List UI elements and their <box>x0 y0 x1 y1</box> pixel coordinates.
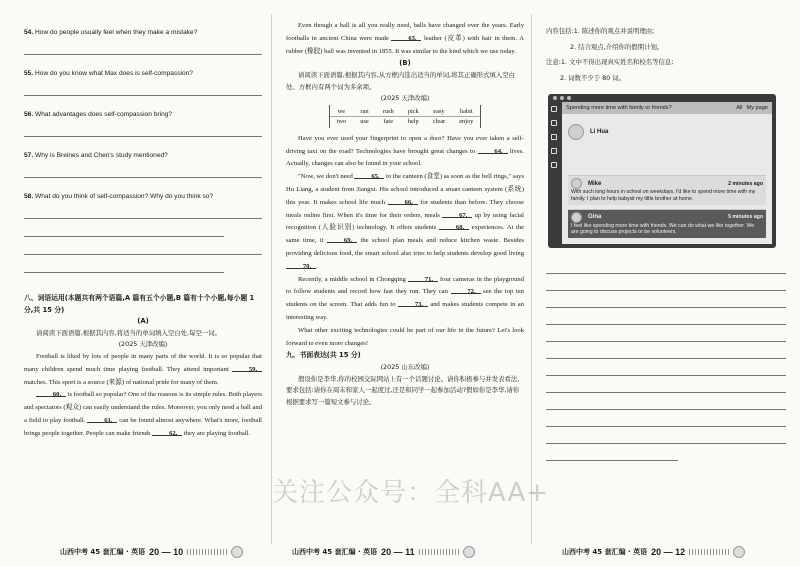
word-bank-cell: easy <box>426 107 452 117</box>
section-nine-title: 九、书面表达(共 15 分) <box>286 351 361 360</box>
barcode-icon <box>689 549 729 555</box>
chat-icon <box>551 148 557 154</box>
requirement-2: 2. 结合观点,介绍你的假期计划。 <box>570 42 664 51</box>
left-column <box>0 0 272 566</box>
section-eight-title: 八、词语运用(本题共有两个语篇,A 篇有五个小题,B 篇有十个小题,每小题 1 分,共 15 分) <box>24 294 255 314</box>
writing-line[interactable] <box>546 347 786 359</box>
sub-b-label: (B) <box>399 59 411 68</box>
blank-62[interactable]: 62. <box>152 428 182 436</box>
blank-61[interactable]: 61. <box>87 415 117 423</box>
word-bank-cell: we <box>330 107 354 117</box>
barcode-icon <box>419 549 459 555</box>
blank-69[interactable]: 69. <box>327 235 357 243</box>
question-number: 58. <box>24 193 34 200</box>
passage-b-p1: Have you ever used your fingerprint to open a door? Have you ever taken a self-driving taxi on the road? Technologies have brought great changes to 64. lives. Actually, changes can also be found in your school. <box>286 134 524 168</box>
link-icon <box>551 162 557 168</box>
writing-line[interactable] <box>546 432 786 444</box>
close-icon <box>553 96 557 100</box>
word-bank-cell: use <box>360 117 369 125</box>
question-text: 58. What do you think of self-compassion? Why do you think so? <box>24 193 214 200</box>
answer-line[interactable] <box>24 166 262 178</box>
tab-my-page: My page <box>746 105 768 112</box>
logo-icon <box>733 546 745 558</box>
poster-name: Li Hua <box>590 129 609 136</box>
right-column <box>532 0 800 566</box>
blank-60[interactable]: 60. <box>36 389 66 397</box>
writing-line[interactable] <box>546 313 786 325</box>
footer-right: 山西中考 45 套汇编 · 英语 20 — 12 <box>562 546 745 558</box>
blank-59[interactable]: 59. <box>232 364 262 372</box>
avatar <box>568 124 584 140</box>
question-number: 57. <box>24 152 34 159</box>
word-bank-cell: ran <box>353 107 376 117</box>
blank-63[interactable]: 63. <box>391 33 421 41</box>
tab-all: All <box>736 105 743 112</box>
writing-line[interactable] <box>546 330 786 342</box>
requirement-3: 注意:1. 文中不得出现真实姓名和校名等信息; <box>546 58 674 67</box>
blank-65[interactable]: 65. <box>354 171 384 179</box>
maximize-icon <box>567 96 571 100</box>
mail-icon <box>551 134 557 140</box>
writing-prompt: 假设你是李华,你的校园交际网站上有一个话题讨论。请你积极参与并发表看法,要求包括:请你在周末和家人一起度过,还是和同学一起参加活动?假如你是李华,请你根据要求写一篇短文参与讨论。 <box>286 374 520 406</box>
instruction-a: 请阅读下面语篇,根据其内容,将适当的单词填入空白处,每空一词。 <box>36 328 222 337</box>
forum-main <box>562 102 772 244</box>
blank-73[interactable]: 73. <box>398 299 428 307</box>
passage-b-p4: What other exciting technologies could be part of our life in the future? Let's look forward to even more changes! <box>286 326 524 347</box>
question-text: 57. Why is Breines and Chen's study mentioned? <box>24 152 168 159</box>
forum-screenshot <box>548 94 776 248</box>
window-controls <box>548 94 776 102</box>
sub-a-label: (A) <box>137 317 149 326</box>
answer-line[interactable] <box>24 207 262 219</box>
barcode-icon <box>187 549 227 555</box>
instruction-b: 请阅读下面语篇,根据其内容,从方框内选出适当的单词,将其正确形式填入空白处。方框内有两个词为多余项。 <box>286 70 515 91</box>
source-nine: (2025 山东改编) <box>380 362 430 371</box>
topic-title: Spending more time with family or friends? <box>566 105 672 112</box>
blank-67[interactable]: 67. <box>442 210 472 218</box>
question-number: 54. <box>24 29 34 36</box>
minimize-icon <box>560 96 564 100</box>
word-bank-cell: rush <box>376 107 401 117</box>
writing-line[interactable] <box>546 364 786 376</box>
question-item <box>24 28 262 55</box>
passage-a-p1: Football is liked by lots of people in many parts of the world. It is so popular that many children spend much time playing football. They attend important 59. matches. This sport is a source (来源) of national pride for many of them. <box>24 352 262 386</box>
footer-page: 20 — 10 <box>149 547 184 557</box>
reply-mike: Mike 2 minutes ago With such long hours in school on weekdays, I'd like to spend more time with my family. I plan to help babysit my little brother at home. <box>568 175 766 204</box>
answer-line[interactable] <box>24 125 262 137</box>
answer-line[interactable] <box>24 261 224 273</box>
writing-line[interactable] <box>546 262 786 274</box>
passage-a-p2: 60. is football so popular? One of the reasons is its simple rules. Both players and spectators (观众) can easily understand the rules. Moreover, you only need a ball and a field to play football. 61. can be found almost anywhere. What's more, football brings people together. People can make friends 62. they are playing football. <box>24 391 263 437</box>
avatar <box>571 212 582 223</box>
question-item <box>24 151 262 178</box>
blank-70[interactable]: 70. <box>286 261 316 269</box>
question-text: 55. How do you know what Max does is self-compassion? <box>24 70 193 77</box>
poster-row <box>568 121 766 143</box>
blank-64[interactable]: 64. <box>478 146 508 154</box>
word-bank-cell: enjoy <box>459 117 474 125</box>
passage-b-p2: "Now, we don't need 65. to the canteen (食堂) as soon as the bell rings," says Hu Liang, a student from Jiangxi. His school introduced a smart canteen system (系统) this year. It makes school life much 66. for students than before. They choose meals online first. When it's time for their orders, meals 67. up by using facial recognition (人脸识别) technology. It offers students 68. experiences. At the same time, it 69. the school plan meals and reduce kitchen waste. Besides providing delicious food, the smart school also tries to help students develop good living 70. . <box>286 173 525 270</box>
blank-66[interactable]: 66. <box>388 197 418 205</box>
word-bank-cell: clear <box>432 117 446 125</box>
answer-line[interactable] <box>24 243 262 255</box>
forum-body <box>562 114 772 240</box>
clock-icon <box>551 120 557 126</box>
question-number: 55. <box>24 70 34 77</box>
writing-line[interactable] <box>546 381 786 393</box>
section-eight <box>24 293 262 441</box>
question-text: 56. What advantages does self-compassion bring? <box>24 111 173 118</box>
home-icon <box>551 106 557 112</box>
logo-icon <box>231 546 243 558</box>
question-list <box>24 28 262 273</box>
footer-title: 山西中考 45 套汇编 · 英语 <box>60 548 146 556</box>
question-number: 56. <box>24 111 34 118</box>
word-bank-cell: habit <box>452 107 480 117</box>
question-text: 54. How do people usually feel when they make a mistake? <box>24 29 198 36</box>
source-b: (2025 天津改编) <box>380 94 430 103</box>
forum-header <box>562 102 772 114</box>
logo-icon <box>463 546 475 558</box>
source-a: (2025 天津改编) <box>118 340 168 349</box>
writing-line[interactable] <box>546 398 786 410</box>
watermark: 关注公众号：全科AA+ <box>272 478 550 508</box>
word-bank-cell: pick <box>401 107 426 117</box>
footer-middle: 山西中考 45 套汇编 · 英语 20 — 11 <box>292 546 475 558</box>
writing-line[interactable] <box>546 279 786 291</box>
requirement-1: 内容包括:1. 陈述你的观点并说明理由; <box>546 27 655 35</box>
writing-line[interactable] <box>546 449 678 461</box>
blank-68[interactable]: 68. <box>439 222 469 230</box>
question-item <box>24 69 262 96</box>
answer-line[interactable] <box>24 43 262 55</box>
answer-line[interactable] <box>24 225 224 237</box>
question-item <box>24 110 262 137</box>
reply-gina: Gina 5 minutes ago I feel like spending more time with friends. We can do what we like together. We are going to discuss projects or be volunteers. <box>568 209 766 238</box>
sidebar <box>548 106 560 168</box>
writing-line[interactable] <box>546 415 786 427</box>
word-bank-cell: help <box>407 117 419 125</box>
passage-b-p3: Recently, a middle school in Chongqing 71. four cameras in the playground to follow students and record how fast they run. They can 72. see the top ten students on the screen. That adds fun to 73. and makes students compete in an interesting way. <box>286 275 525 321</box>
writing-line[interactable] <box>546 296 786 308</box>
word-bank <box>329 105 482 128</box>
answer-area[interactable] <box>546 262 786 461</box>
requirement-4: 2. 词数不少于 80 词。 <box>560 73 626 82</box>
blank-72[interactable]: 72. <box>451 286 481 294</box>
word-bank-cell: two <box>336 117 347 125</box>
word-bank-cell: fate <box>383 117 394 125</box>
avatar <box>571 178 582 189</box>
blank-71[interactable]: 71. <box>408 274 438 282</box>
footer-left <box>60 546 243 558</box>
passage-a-end: Even though a ball is all you really need, balls have changed over the years. Early footballs in ancient China were made 63. leather (皮革) with hair in them. A rubber (橡胶) ball was invented in 1855. It was similar to the kind which we use today. <box>286 22 524 55</box>
answer-line[interactable] <box>24 84 262 96</box>
question-item <box>24 192 262 273</box>
